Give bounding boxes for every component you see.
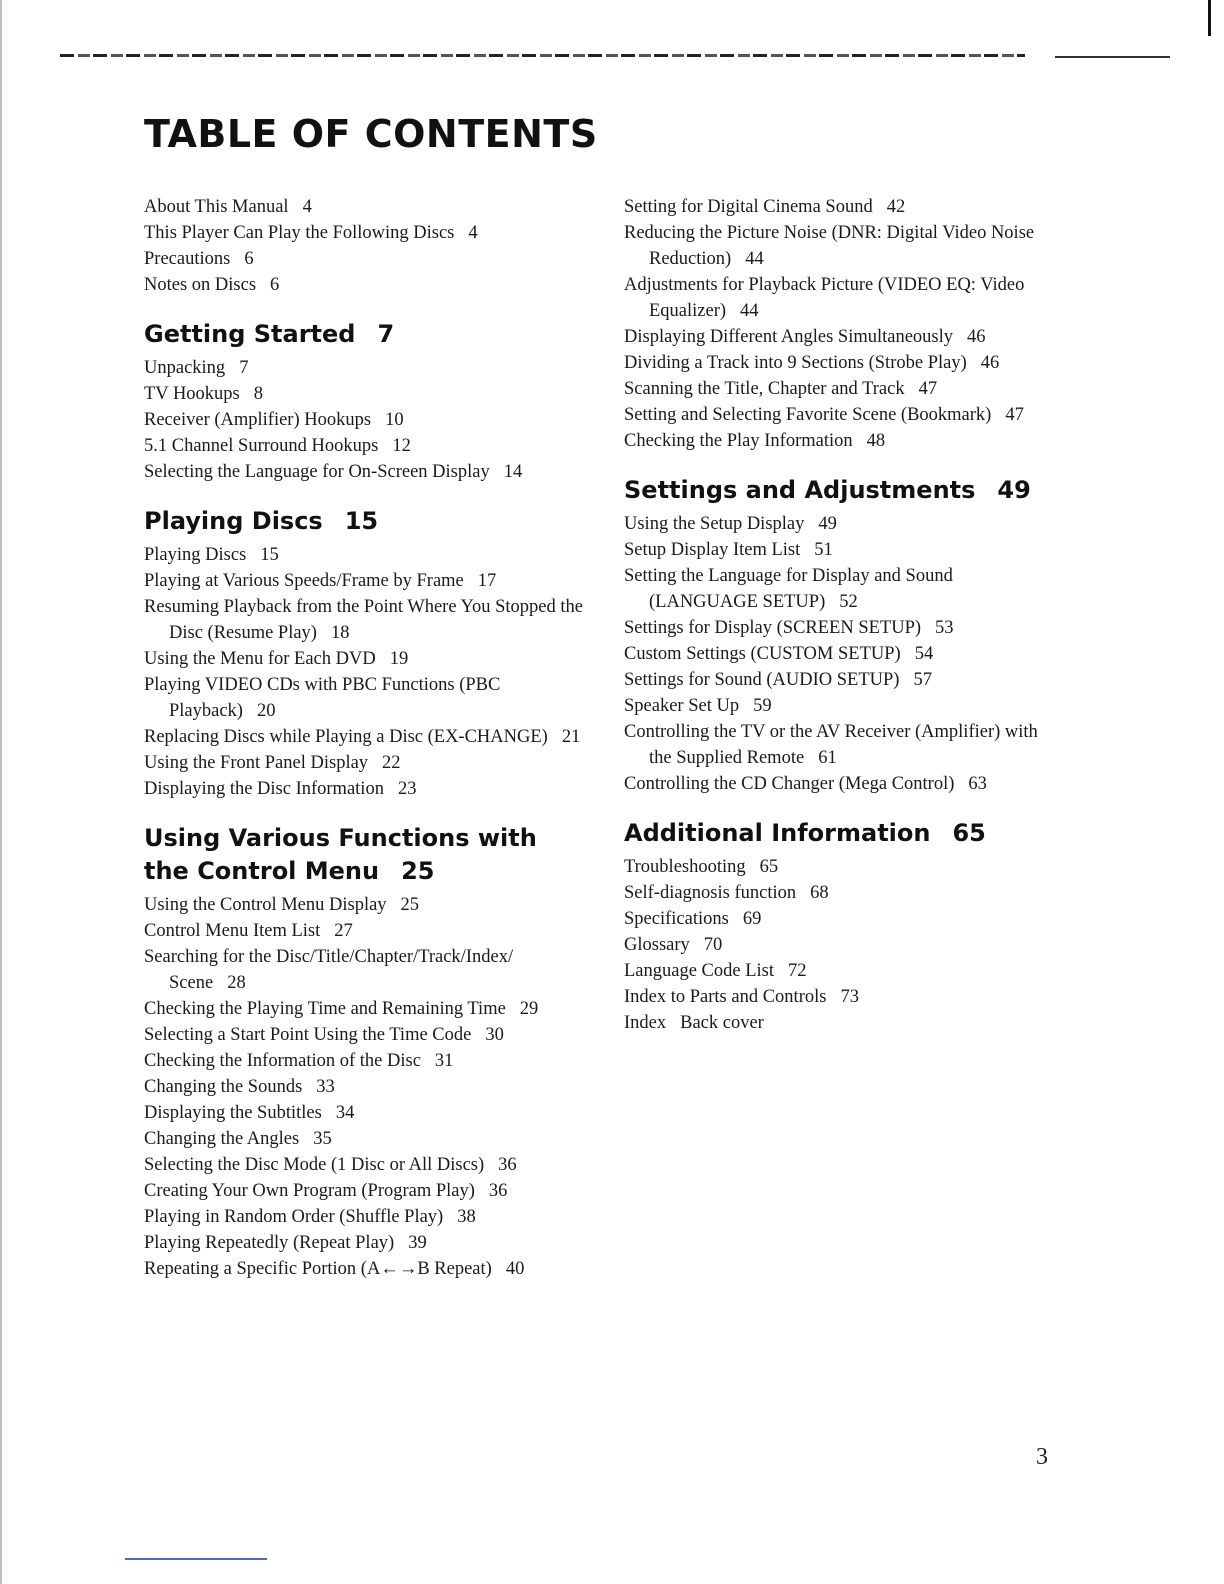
toc-section	[624, 194, 1044, 454]
toc-entry-title: Repeating a Specific Portion (A←→B Repeat)	[144, 1259, 492, 1279]
toc-entry	[624, 984, 1044, 1010]
section-heading-text: Using Various Functions with the Control Menu	[144, 824, 537, 885]
toc-entry-title: Replacing Discs while Playing a Disc (EX-CHANGE)	[144, 727, 548, 747]
toc-entry-title: Controlling the TV or the AV Receiver (Amplifier) with the Supplied Remote	[624, 722, 1038, 768]
toc-entry	[144, 892, 584, 918]
toc-entry	[624, 324, 1044, 350]
toc-entry-title: 5.1 Channel Surround Hookups	[144, 436, 379, 456]
toc-entry-title: Settings for Sound (AUDIO SETUP)	[624, 670, 900, 690]
toc-entry-title: Selecting the Language for On-Screen Display	[144, 462, 490, 482]
section-heading-page: 15	[344, 507, 379, 535]
toc-entry-page: 44	[740, 301, 759, 321]
toc-entry-title: Setup Display Item List	[624, 540, 801, 560]
toc-entry	[624, 719, 1044, 771]
section-heading-page: 65	[952, 819, 986, 847]
toc-entry-title: Precautions	[144, 249, 231, 269]
toc-entry-page: 21	[561, 727, 581, 747]
toc-entry	[144, 1178, 584, 1204]
toc-left-column	[144, 194, 584, 1282]
toc-entry-page: 17	[477, 571, 497, 591]
page-title: TABLE OF CONTENTS	[144, 112, 598, 156]
toc-entry	[624, 402, 1044, 428]
toc-entry-page: 6	[270, 275, 280, 295]
toc-entry-title: Receiver (Amplifier) Hookups	[144, 410, 372, 430]
toc-entry-page: 53	[935, 618, 954, 638]
toc-entry	[144, 381, 584, 407]
toc-entry	[144, 1256, 584, 1282]
toc-entry-title: Self-diagnosis function	[624, 883, 797, 903]
toc-entry-page: 65	[759, 857, 779, 877]
toc-entry-page: 7	[239, 358, 249, 378]
toc-entry-title: Setting the Language for Display and Sound (LANGUAGE SETUP)	[624, 566, 953, 612]
section-heading-page: 25	[401, 857, 435, 885]
toc-entry-page: 47	[1005, 405, 1024, 425]
toc-entry-title: Creating Your Own Program (Program Play)	[144, 1181, 475, 1201]
toc-section	[144, 505, 584, 802]
toc-entry-page: 34	[335, 1103, 355, 1123]
toc-entry	[624, 958, 1044, 984]
toc-entry	[144, 1022, 584, 1048]
toc-entry-page: 31	[434, 1051, 454, 1071]
toc-entry-page: 68	[810, 883, 829, 903]
toc-entry-page: 36	[498, 1155, 517, 1175]
toc-entry-title: Custom Settings (CUSTOM SETUP)	[624, 644, 901, 664]
toc-entry-title: Selecting the Disc Mode (1 Disc or All Discs)	[144, 1155, 485, 1175]
page-number: 3	[1036, 1444, 1048, 1470]
toc-entry	[624, 667, 1044, 693]
bottom-rule	[125, 1558, 267, 1560]
toc-entry-title: Using the Setup Display	[624, 514, 805, 534]
toc-entry-page: 42	[886, 197, 906, 217]
toc-entry-page: 63	[968, 774, 987, 794]
toc-entry-title: Using the Menu for Each DVD	[144, 649, 376, 669]
toc-entry-page: 36	[488, 1181, 508, 1201]
toc-entry	[624, 428, 1044, 454]
toc-entry	[144, 246, 584, 272]
toc-entry	[144, 1074, 584, 1100]
toc-entry-page: 19	[389, 649, 409, 669]
toc-entry-page: 40	[505, 1259, 525, 1279]
toc-entry-page: 57	[913, 670, 932, 690]
toc-entry-page: 23	[397, 779, 417, 799]
toc-entry-title: Resuming Playback from the Point Where You Stopped the Disc (Resume Play)	[144, 597, 583, 643]
toc-entry-title: Playing at Various Speeds/Frame by Frame	[144, 571, 464, 591]
toc-entry-title: Checking the Playing Time and Remaining Time	[144, 999, 506, 1019]
section-heading	[624, 817, 1044, 850]
toc-entry	[144, 594, 584, 646]
toc-entry-title: Playing Repeatedly (Repeat Play)	[144, 1233, 395, 1253]
toc-entry-title: Checking the Play Information	[624, 431, 853, 451]
toc-entry-title: Changing the Sounds	[144, 1077, 303, 1097]
toc-entry-title: Changing the Angles	[144, 1129, 300, 1149]
toc-entry-page: 39	[408, 1233, 427, 1253]
toc-entry-title: Speaker Set Up	[624, 696, 740, 716]
toc-entry	[144, 646, 584, 672]
toc-entry	[144, 407, 584, 433]
toc-right-column	[624, 194, 1044, 1036]
toc-entry	[144, 724, 584, 750]
toc-entry-page: 70	[703, 935, 723, 955]
toc-entry-page: 46	[980, 353, 1000, 373]
toc-entry-page: 51	[814, 540, 833, 560]
toc-entry	[144, 1048, 584, 1074]
toc-entry-page: 49	[818, 514, 837, 534]
toc-entry	[144, 220, 584, 246]
section-heading-text: Getting Started	[144, 320, 356, 348]
toc-entry-page: 47	[918, 379, 938, 399]
section-heading-text: Additional Information	[624, 819, 931, 847]
toc-entry	[624, 194, 1044, 220]
toc-entry-title: Settings for Display (SCREEN SETUP)	[624, 618, 922, 638]
toc-entry-title: Playing VIDEO CDs with PBC Functions (PBC Playback)	[144, 675, 501, 721]
toc-entry	[144, 996, 584, 1022]
toc-entry-page: 61	[818, 748, 837, 768]
toc-entry-title: Displaying the Disc Information	[144, 779, 384, 799]
toc-entry-title: Notes on Discs	[144, 275, 257, 295]
toc-entry-page: 44	[745, 249, 764, 269]
toc-entry	[624, 376, 1044, 402]
toc-entry	[624, 272, 1044, 324]
section-heading-page: 49	[997, 476, 1031, 504]
toc-entry	[624, 350, 1044, 376]
toc-entry	[624, 932, 1044, 958]
toc-entry-title: This Player Can Play the Following Discs	[144, 223, 455, 243]
toc-entry-page: 38	[457, 1207, 476, 1227]
toc-entry	[624, 641, 1044, 667]
toc-entry-page: 6	[244, 249, 254, 269]
toc-entry-page: 46	[967, 327, 986, 347]
toc-section	[144, 822, 584, 1282]
section-heading	[624, 474, 1044, 507]
toc-entry-page: 59	[753, 696, 772, 716]
toc-entry-title: About This Manual	[144, 197, 289, 217]
toc-entry	[144, 459, 584, 485]
toc-entry	[624, 563, 1044, 615]
toc-entry	[144, 194, 584, 220]
toc-section	[624, 474, 1044, 797]
toc-entry-title: Dividing a Track into 9 Sections (Strobe Play)	[624, 353, 967, 373]
toc-entry	[144, 776, 584, 802]
section-heading-text: Playing Discs	[144, 507, 323, 535]
toc-entry-page: 29	[519, 999, 539, 1019]
toc-entry	[144, 1204, 584, 1230]
toc-entry-page: 18	[330, 623, 350, 643]
toc-entry	[624, 693, 1044, 719]
toc-entry-page: 22	[382, 753, 401, 773]
toc-entry	[144, 568, 584, 594]
toc-entry	[144, 1230, 584, 1256]
toc-entry-title: Index to Parts and Controls	[624, 987, 827, 1007]
toc-entry	[144, 944, 584, 996]
toc-entry	[624, 220, 1044, 272]
toc-section	[144, 318, 584, 485]
toc-entry-page: 20	[256, 701, 276, 721]
toc-entry-title: Unpacking	[144, 358, 226, 378]
toc-entry-page: 10	[385, 410, 404, 430]
toc-entry-page: 4	[302, 197, 312, 217]
toc-entry-page: 8	[253, 384, 264, 404]
toc-entry-page: 14	[503, 462, 523, 482]
toc-entry	[144, 433, 584, 459]
toc-entry	[144, 918, 584, 944]
toc-entry-page: 4	[468, 223, 478, 243]
toc-entry-page: 54	[914, 644, 934, 664]
toc-entry-title: Displaying Different Angles Simultaneously	[624, 327, 954, 347]
toc-entry-title: Setting for Digital Cinema Sound	[624, 197, 873, 217]
toc-entry	[144, 672, 584, 724]
toc-entry-title: Using the Front Panel Display	[144, 753, 369, 773]
toc-entry	[624, 537, 1044, 563]
toc-entry	[624, 906, 1044, 932]
toc-entry-page: 12	[392, 436, 411, 456]
toc-entry-title: Selecting a Start Point Using the Time Code	[144, 1025, 472, 1045]
toc-entry-title: Reducing the Picture Noise (DNR: Digital Video Noise Reduction)	[624, 223, 1035, 269]
scan-left-edge	[0, 0, 2, 1584]
toc-entry	[144, 272, 584, 298]
toc-entry-title: Troubleshooting	[624, 857, 746, 877]
toc-entry	[624, 615, 1044, 641]
top-rule-right	[1055, 56, 1170, 58]
toc-entry	[144, 1126, 584, 1152]
section-heading-page: 7	[377, 320, 395, 348]
toc-entry-page: 30	[485, 1025, 504, 1045]
toc-entry	[144, 1152, 584, 1178]
toc-entry-title: Specifications	[624, 909, 729, 929]
toc-entry-title: Controlling the CD Changer (Mega Control)	[624, 774, 955, 794]
section-heading	[144, 822, 584, 888]
toc-entry	[624, 1010, 1044, 1036]
toc-entry-title: Checking the Information of the Disc	[144, 1051, 421, 1071]
toc-entry-page: Back cover	[680, 1013, 764, 1033]
toc-entry-title: Index	[624, 1013, 667, 1033]
toc-entry-page: 33	[316, 1077, 335, 1097]
toc-entry-page: 35	[313, 1129, 332, 1149]
toc-entry-page: 48	[866, 431, 886, 451]
toc-entry-title: Playing in Random Order (Shuffle Play)	[144, 1207, 444, 1227]
toc-entry-title: Searching for the Disc/Title/Chapter/Track/Index/ Scene	[144, 947, 514, 993]
toc-entry	[624, 880, 1044, 906]
toc-entry	[624, 854, 1044, 880]
toc-entry-title: Setting and Selecting Favorite Scene (Bookmark)	[624, 405, 992, 425]
toc-entry	[144, 750, 584, 776]
toc-entry-page: 27	[334, 921, 353, 941]
toc-entry-title: TV Hookups	[144, 384, 240, 404]
toc-section	[144, 194, 584, 298]
top-rule	[60, 54, 1025, 57]
toc-entry-title: Scanning the Title, Chapter and Track	[624, 379, 905, 399]
toc-entry	[144, 542, 584, 568]
toc-entry-page: 15	[260, 545, 279, 565]
toc-entry-page: 69	[742, 909, 762, 929]
toc-entry-page: 52	[839, 592, 858, 612]
toc-entry-title: Displaying the Subtitles	[144, 1103, 322, 1123]
section-heading	[144, 505, 584, 538]
toc-entry	[624, 771, 1044, 797]
toc-entry-page: 28	[227, 973, 246, 993]
scan-corner-mark	[1208, 0, 1211, 36]
toc-entry-title: Language Code List	[624, 961, 775, 981]
toc-entry-title: Using the Control Menu Display	[144, 895, 387, 915]
toc-entry-title: Control Menu Item List	[144, 921, 321, 941]
toc-entry	[624, 511, 1044, 537]
toc-entry-page: 73	[840, 987, 859, 1007]
section-heading-text: Settings and Adjustments	[624, 476, 976, 504]
toc-entry-title: Adjustments for Playback Picture (VIDEO EQ: Video Equalizer)	[624, 275, 1025, 321]
toc-entry	[144, 355, 584, 381]
toc-entry-title: Playing Discs	[144, 545, 247, 565]
toc-entry	[144, 1100, 584, 1126]
toc-entry-page: 25	[400, 895, 420, 915]
toc-section	[624, 817, 1044, 1036]
section-heading	[144, 318, 584, 351]
toc-entry-title: Glossary	[624, 935, 690, 955]
toc-entry-page: 72	[788, 961, 807, 981]
